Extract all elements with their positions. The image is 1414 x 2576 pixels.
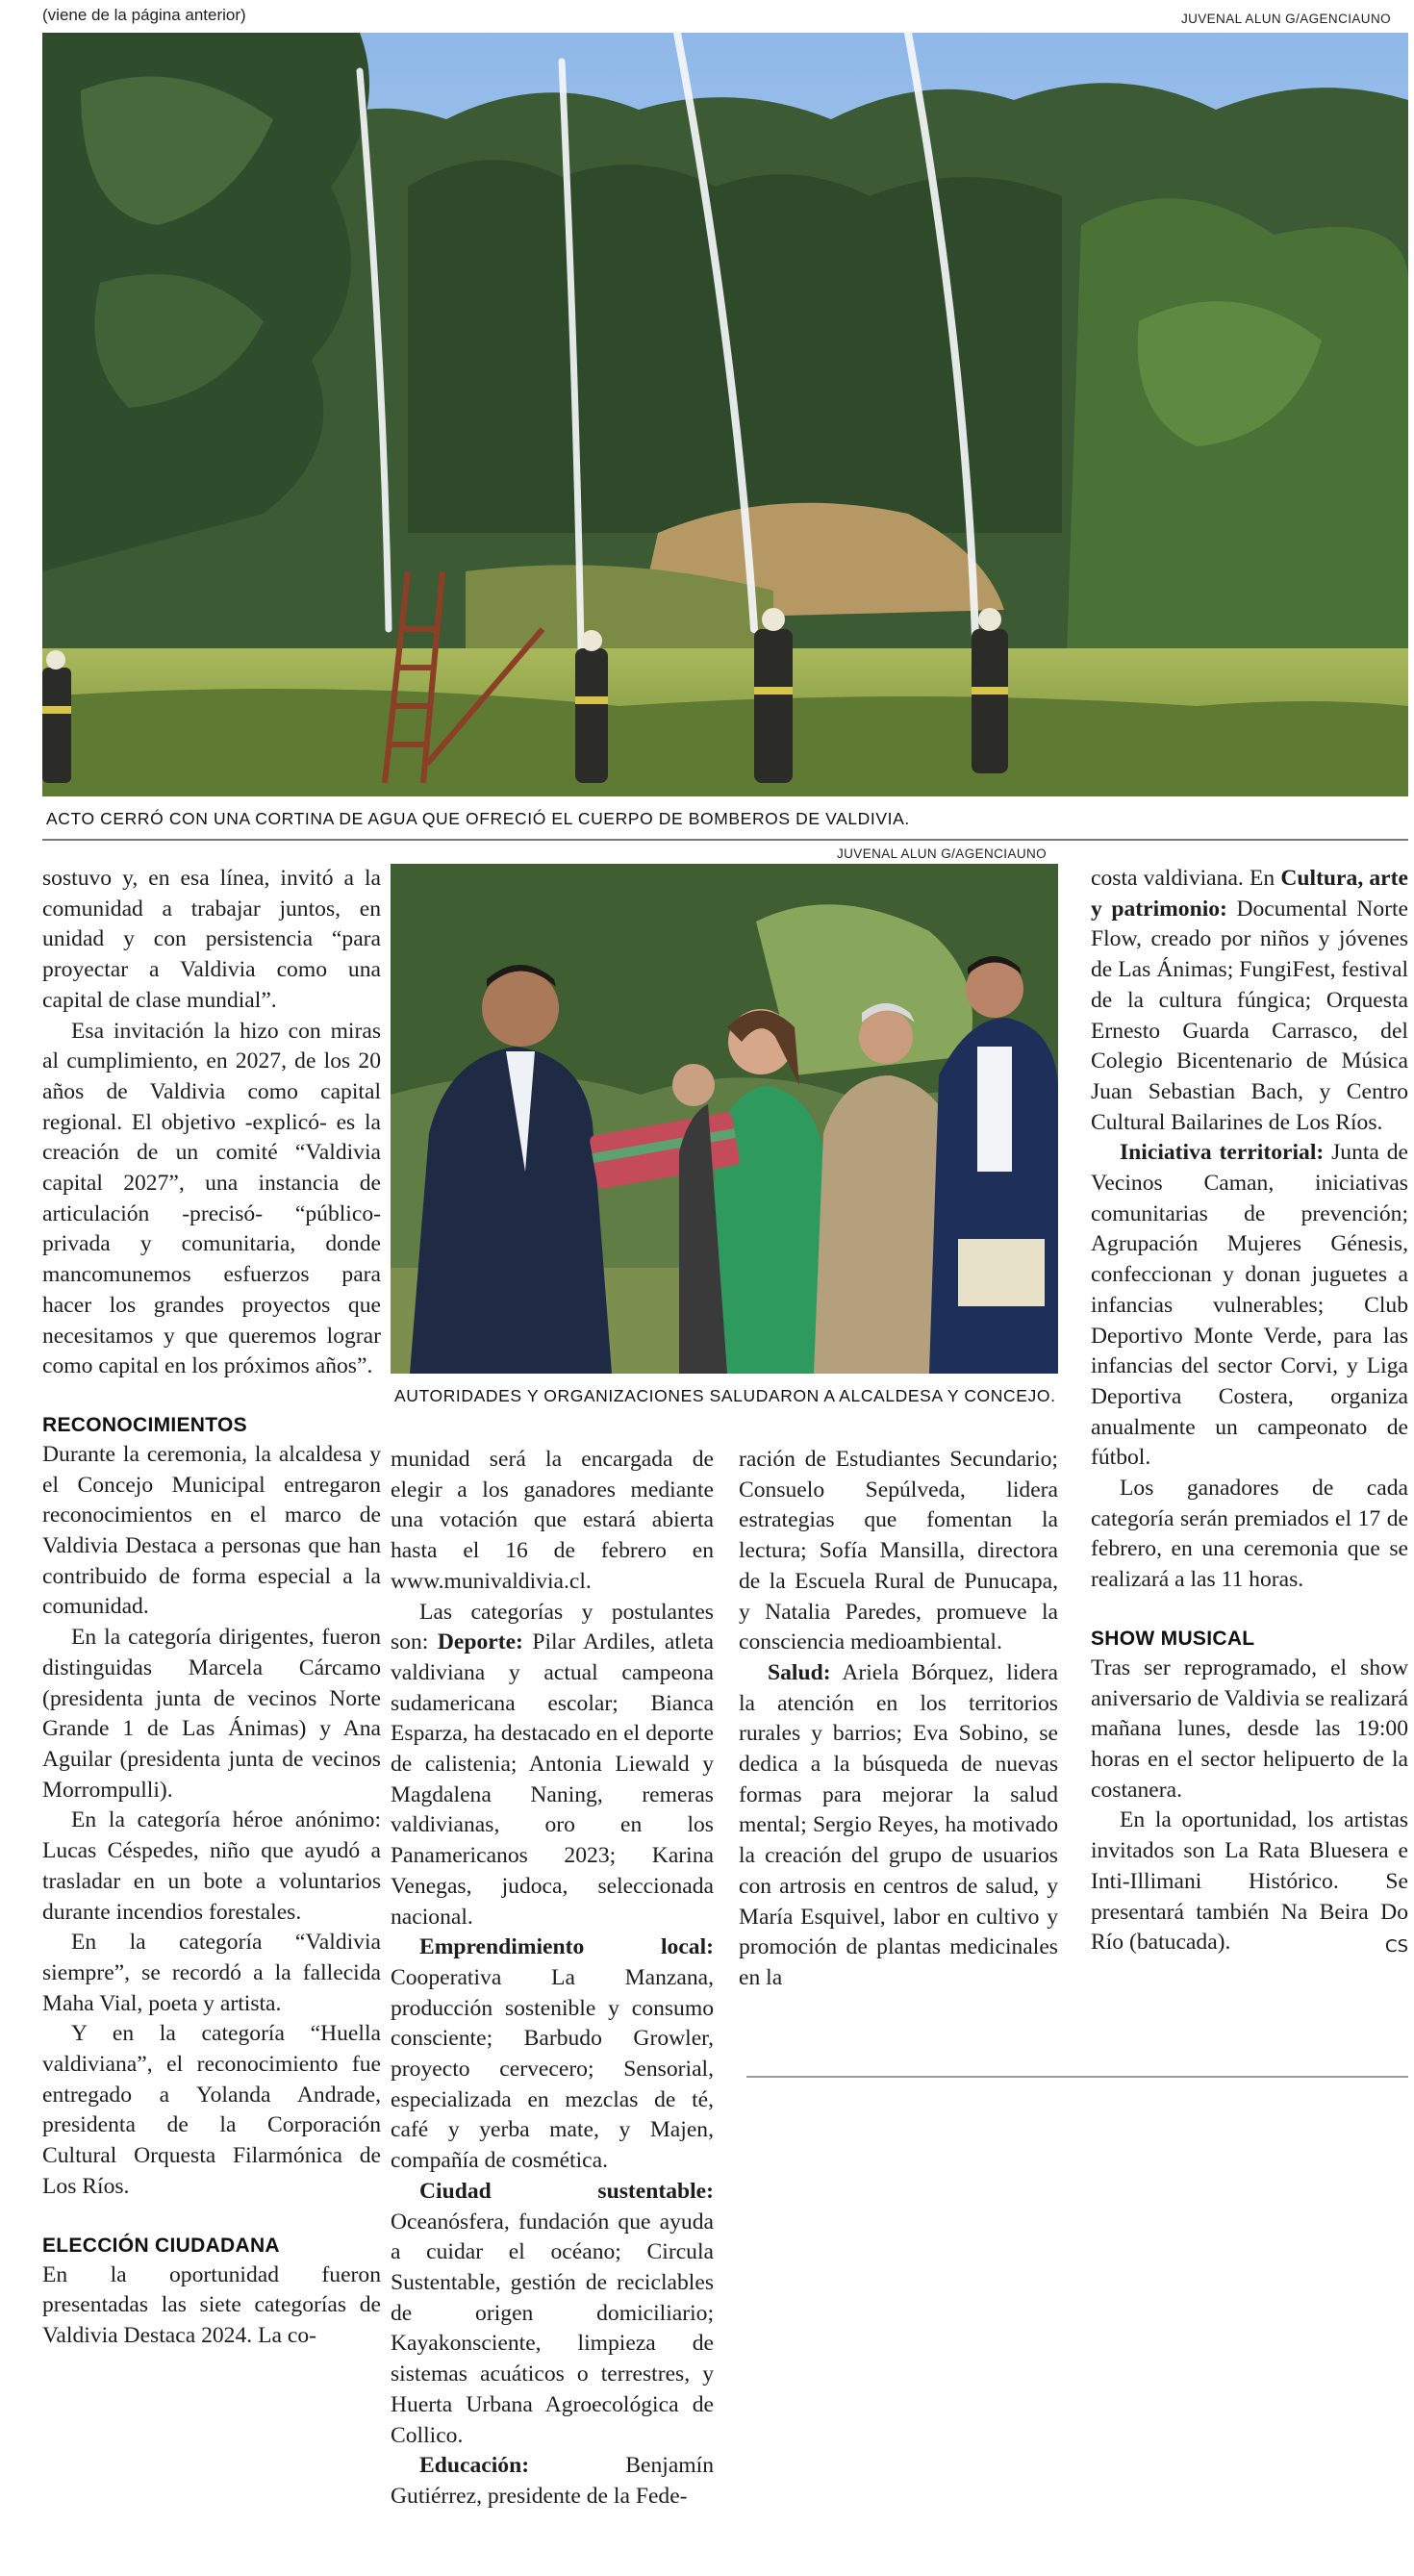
- label-emprendimiento: Emprendimiento local:: [419, 1934, 714, 1960]
- article-column-1: [42, 864, 381, 2352]
- col4-intro: costa valdiviana. En: [1091, 866, 1281, 891]
- text-cultura: Documental Norte Flow, creado por niños y jóvenes de Las Ánimas; FungiFest, festival de la cultura fúngica; Orquesta Ernesto Guarda Carrasco, del Colegio Bicentenario de Música Juan Sebastian Bach, y Centro Cultural Bailarines de Los Ríos.: [1091, 896, 1409, 1135]
- col1-paragraph-2: Esa invitación la hizo con miras al cumplimiento, en 2027, de los 20 años de Valdivia como capital regional. El objetivo -explicó- es la creación de un comité “Valdivia capital 2027”, una instancia de articulación -precisó- “público-privada y comunitaria, donde mancomunemos esfuerzos para hacer los grandes proyectos que necesitamos y que queremos lograr como capital en los próximos años”.: [42, 1018, 381, 1379]
- photo-mid-credit: JUVENAL ALUN G/AGENCIAUNO: [837, 846, 1048, 861]
- text-show-2: En la oportunidad, los artistas invitados son La Rata Bluesera e Inti-Illimani Histórico. Se presentará también Na Beira Do Río (batucada).: [1091, 1807, 1408, 1956]
- subhead-show-musical: SHOW MUSICAL: [1091, 1627, 1255, 1650]
- photo-firefighters-water-curtain: [42, 33, 1408, 796]
- col1-paragraph-3: Durante la ceremonia, la alcaldesa y el Concejo Municipal entregaron reconocimientos en el marco de Valdivia Destaca a personas que han contribuido de forma especial a la comunidad.: [42, 1441, 381, 1620]
- text-ciudad-sustentable: Oceanósfera, fundación que ayuda a cuidar el océano; Circula Sustentable, gestión de reciclables de origen domiciliario; Kayakonsciente, limpieza de sistemas acuáticos o terrestres, y Huerta Urbana Agroecológica de Collico.: [391, 2209, 714, 2448]
- col1-paragraph-7: Y en la categoría “Huella valdiviana”, el reconocimiento fue entregado a Yolanda Andrade, presidenta de la Corporación Cultural Orquesta Filarmónica de Los Ríos.: [42, 2021, 381, 2199]
- col2-paragraph-emprendimiento: [391, 1932, 714, 2177]
- text-educacion: Benjamín Gutiérrez, presidente de la Fede-: [391, 2453, 714, 2509]
- text-salud: Ariela Bórquez, lidera la atención en los territorios rurales y barrios; Eva Sobino, se dedica a la búsqueda de nuevas formas para mejorar la salud mental; Sergio Reyes, ha motivado la creación del grupo de usuarios con artrosis en centros de salud, y María Esquivel, labor en cultivo y promoción de plantas medicinales en la: [739, 1659, 1058, 1990]
- col4-paragraph-show-2: [1091, 1806, 1408, 1958]
- continued-note: (viene de la página anterior): [42, 6, 246, 24]
- article-column-3: [739, 1445, 1058, 1994]
- photo-top-caption: ACTO CERRÓ CON UNA CORTINA DE AGUA QUE OFRECIÓ EL CUERPO DE BOMBEROS DE VALDIVIA.: [46, 809, 910, 828]
- end-mark: CS: [1385, 1936, 1408, 1957]
- label-salud: Salud:: [768, 1659, 831, 1685]
- col2-intro: Las categorías y postulantes son:: [391, 1599, 714, 1655]
- text-deporte: Pilar Ardiles, atleta valdiviana y actual campeona sudamericana escolar; Bianca Esparza, ha destacado en el deporte de calistenia; Antonia Liewald y Magdalena Naning, remeras valdivianas, oro en los Panamericanos 2023; Karina Venegas, judoca, seleccionada nacional.: [391, 1629, 715, 1930]
- label-cultura: Cultura, arte y patrimonio:: [1091, 866, 1408, 922]
- col1-paragraph-8: En la oportunidad fueron presentadas las siete categorías de Valdivia Destaca 2024. La co-: [42, 2261, 381, 2348]
- text-emprendimiento: Cooperativa La Manzana, producción sostenible y consumo consciente; Barbudo Growler, proyecto cervecero; Sensorial, especializada en mezclas de té, café y yerba mate, y Majen, compañía de cosmética.: [391, 1964, 714, 2174]
- col1-paragraph-6: En la categoría “Valdivia siempre”, se recordó a la fallecida Maha Vial, poeta y artista.: [42, 1930, 381, 2016]
- label-iniciativa-territorial: Iniciativa territorial:: [1120, 1140, 1325, 1166]
- label-ciudad-sustentable: Ciudad sustentable:: [419, 2178, 714, 2204]
- col3-paragraph-1: ración de Estudiantes Secundario; Consuelo Sepúlveda, lidera estrategias que fomentan la lectura; Sofía Mansilla, directora de la Escuela Rural de Punucapa, y Natalia Paredes, promueve la consciencia medioambiental.: [739, 1447, 1058, 1655]
- subhead-eleccion-ciudadana: ELECCIÓN CIUDADANA: [42, 2234, 280, 2257]
- end-divider: [746, 2076, 1408, 2078]
- col4-paragraph-show-1: Tras ser reprogramado, el show aniversario de Valdivia se realizará mañana lunes, desde las 19:00 horas en el sector helipuerto de la costanera.: [1091, 1654, 1408, 1803]
- col2-paragraph-1: munidad será la encargada de elegir a los ganadores mediante una votación que estará abierta hasta el 16 de febrero en www.munivaldivia.cl.: [391, 1447, 714, 1594]
- article-column-4: [1091, 864, 1408, 1962]
- col1-paragraph-4: En la categoría dirigentes, fueron distinguidas Marcela Cárcamo (presidenta junta de vecinos Norte Grande 1 de Las Ánimas) y Ana Aguilar (presidenta junta de vecinos Morrompulli).: [42, 1625, 381, 1803]
- col2-paragraph-ciudad: [391, 2177, 714, 2451]
- col1-paragraph-5: En la categoría héroe anónimo: Lucas Céspedes, niño que ayudó a trasladar en un bote a voluntarios durante incendios forestales.: [42, 1807, 381, 1925]
- label-educacion: Educación:: [419, 2453, 530, 2479]
- col1-paragraph-1: sostuvo y, en esa línea, invitó a la comunidad a trabajar juntos, en unidad y con persistencia “para proyectar a Valdivia como una capital de clase mundial”.: [42, 866, 381, 1013]
- col4-paragraph-territorial: [1091, 1138, 1408, 1474]
- col2-paragraph-deporte: [391, 1598, 714, 1933]
- col2-paragraph-educacion: [391, 2451, 714, 2512]
- text-iniciativa-territorial: Junta de Vecinos Caman, iniciativas comunitarias de prevención; Agrupación Mujeres Génesis, confeccionan y donan juguetes a infancias vulnerables; Club Deportivo Monte Verde, para las infancias del sector Corvi, y Liga Deportiva Costera, organiza anualmente un campeonato de fútbol.: [1091, 1140, 1408, 1471]
- col3-paragraph-salud: [739, 1658, 1058, 1994]
- col4-paragraph-cultura: [1091, 864, 1408, 1138]
- caption-divider: [42, 839, 1408, 841]
- article-column-2: [391, 1445, 714, 2513]
- photo-top-credit: JUVENAL ALUN G/AGENCIAUNO: [1180, 12, 1391, 26]
- col4-paragraph-ganadores: Los ganadores de cada categoría serán premiados el 17 de febrero, en una ceremonia que se realizará a las 11 horas.: [1091, 1476, 1408, 1593]
- subhead-reconocimientos: RECONOCIMIENTOS: [42, 1413, 247, 1436]
- photo-authorities-greeting: [391, 864, 1058, 1374]
- photo-mid-caption: AUTORIDADES Y ORGANIZACIONES SALUDARON A ALCALDESA Y CONCEJO.: [394, 1386, 1056, 1405]
- label-deporte: Deporte:: [437, 1629, 523, 1655]
